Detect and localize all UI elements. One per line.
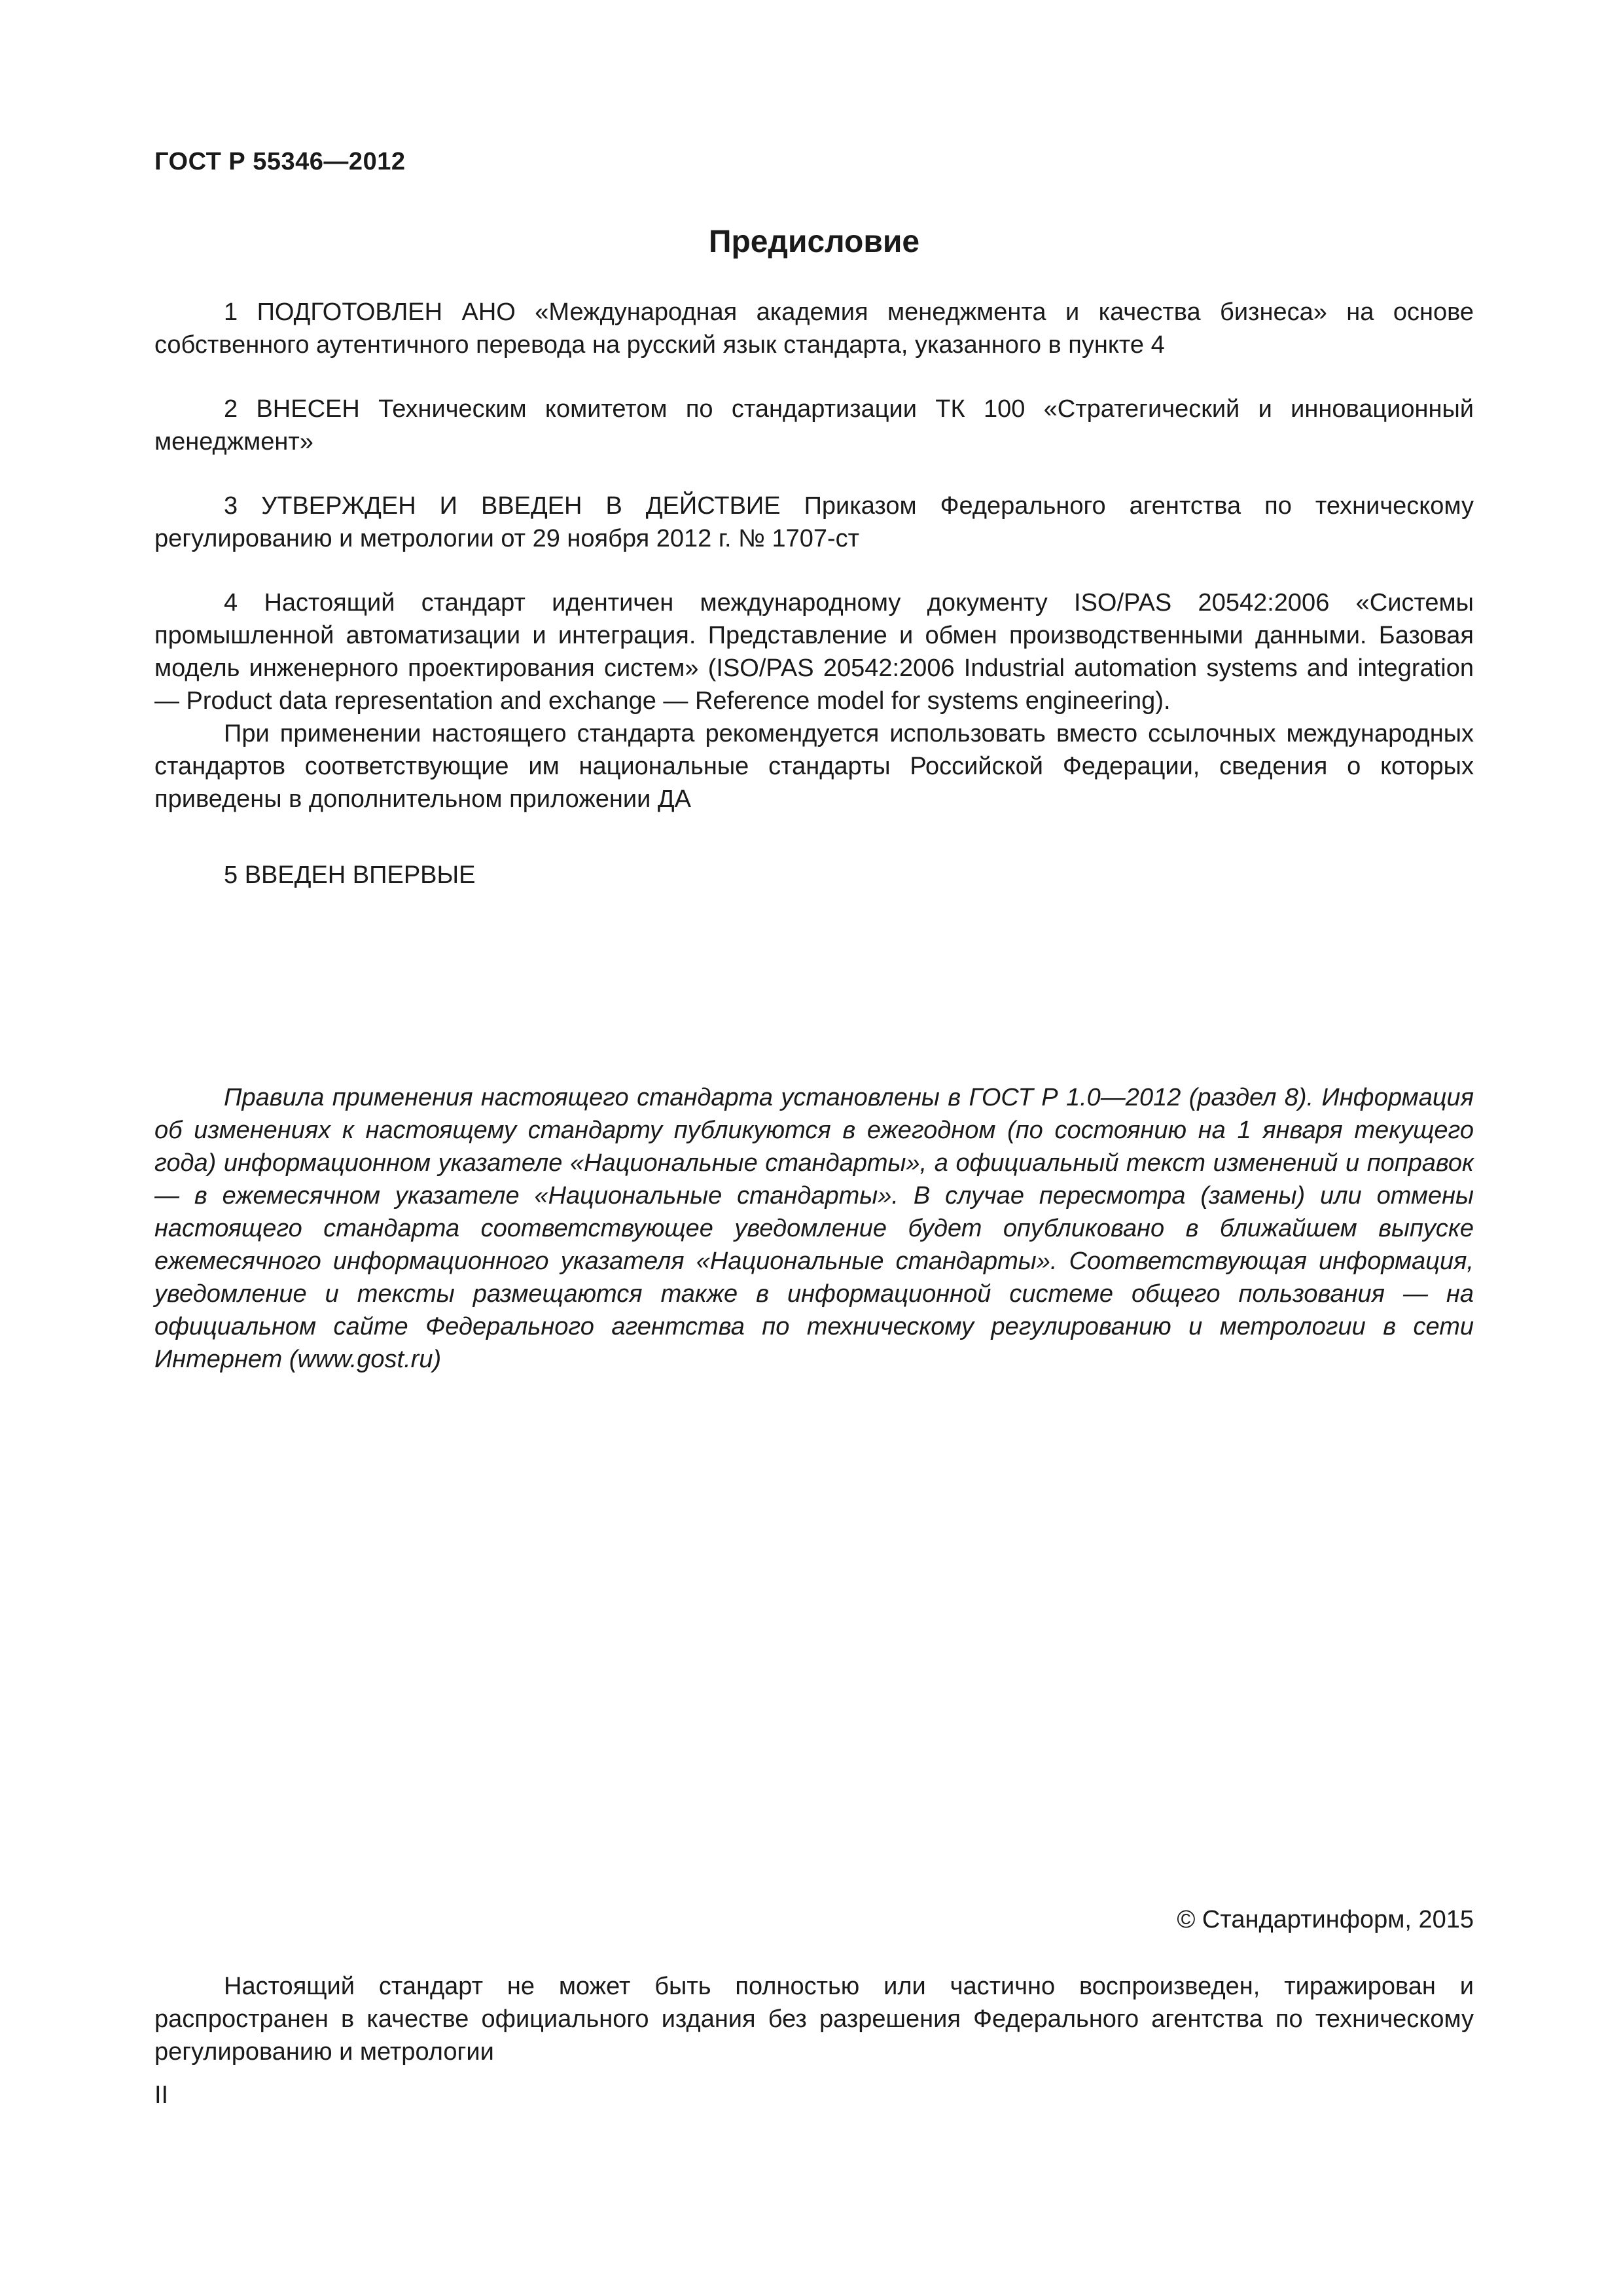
- foreword-item-5-text: 5 ВВЕДЕН ВПЕРВЫЕ: [224, 861, 476, 889]
- page-title: Предисловие: [708, 224, 920, 259]
- foreword-item-1-text: 1 ПОДГОТОВЛЕН АНО «Международная академия менеджмента и качества бизнеса» на основе собственного аутентичного перевода на русский язык стандарта, указанного в пункте 4: [154, 298, 1474, 359]
- copyright: © Стандартинформ, 2015: [1177, 1906, 1474, 1933]
- application-rules-note: [154, 1081, 1474, 1376]
- foreword-item-4-note: При применении настоящего стандарта рекомендуется использовать вместо ссылочных международных стандартов соответствующие им национальные стандарты Российской Федерации, сведения о которых приведены в дополнительном приложении ДА: [154, 720, 1474, 813]
- document-code: ГОСТ Р 55346—2012: [154, 148, 406, 175]
- reproduction-notice: [154, 1970, 1474, 2068]
- foreword-item-4-text: 4 Настоящий стандарт идентичен международному документу ISO/PAS 20542:2006 «Системы промышленной автоматизации и интеграция. Представление и обмен производственными данными. Базовая модель инженерного проектирования систем» (ISO/PAS 20542:2006 Industrial automation systems and integration — Product data representation and exchange — Reference model for systems engineering).: [154, 589, 1474, 715]
- foreword-item-2-text: 2 ВНЕСЕН Техническим комитетом по стандартизации ТК 100 «Стратегический и инновационный менеджмент»: [154, 395, 1474, 456]
- application-rules-text: Правила применения настоящего стандарта установлены в ГОСТ Р 1.0—2012 (раздел 8). Информация об изменениях к настоящему стандарту публикуются в ежегодном (по состоянию на 1 января текущего года) информационном указателе «Национальные стандарты», а официальный текст изменений и поправок — в ежемесячном указателе «Национальные стандарты». В случае пересмотра (замены) или отмены настоящего стандарта соответствующее уведомление будет опубликовано в ближайшем выпуске ежемесячного информационного указателя «Национальные стандарты». Соответствующая информация, уведомление и тексты размещаются также в информационной системе общего пользования — на официальном сайте Федерального агентства по техническому регулированию и метрологии в сети Интернет (www.gost.ru): [154, 1084, 1474, 1373]
- foreword-item-3-text: 3 УТВЕРЖДЕН И ВВЕДЕН В ДЕЙСТВИЕ Приказом Федерального агентства по техническому регулированию и метрологии от 29 ноября 2012 г. № 1707-ст: [154, 492, 1474, 552]
- foreword-item-3: [154, 490, 1474, 555]
- page-number: II: [154, 2081, 169, 2109]
- foreword-item-1: [154, 296, 1474, 361]
- foreword-item-5: [154, 859, 1474, 891]
- reproduction-notice-text: Настоящий стандарт не может быть полностью или частично воспроизведен, тиражирован и распространен в качестве официального издания без разрешения Федерального агентства по техническому регулированию и метрологии: [154, 1973, 1474, 2066]
- foreword-item-2: [154, 393, 1474, 458]
- foreword-item-4: [154, 586, 1474, 816]
